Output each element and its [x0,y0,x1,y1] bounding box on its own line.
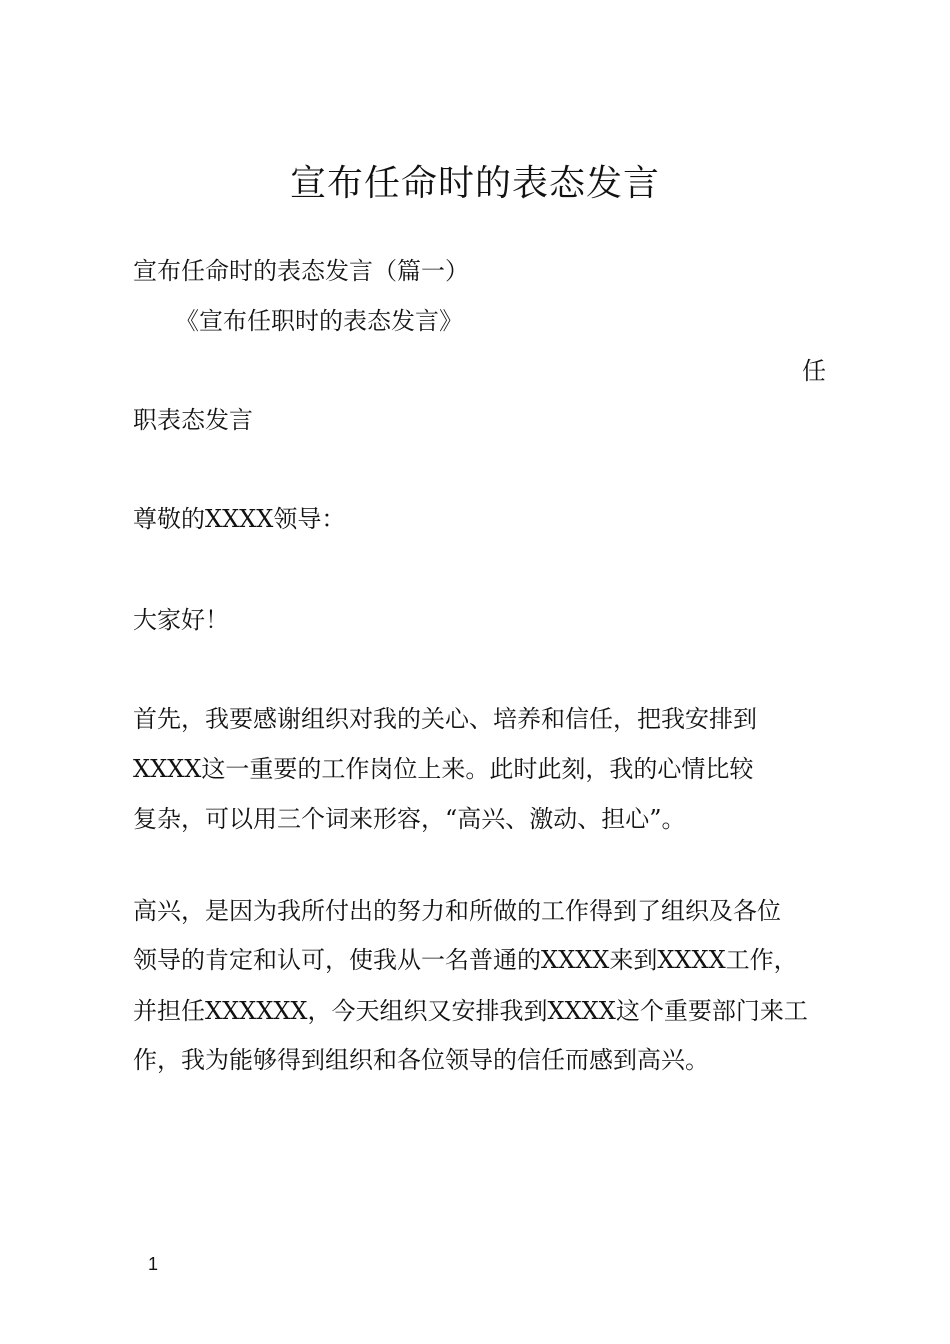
paragraph1-line: 首先，我要感谢组织对我的关心、培养和信任，把我安排到 [133,705,757,733]
document-title: 宣布任命时的表态发言 [289,163,660,204]
book-title: 《宣布任职时的表态发言》 [175,307,463,335]
section-subheading: 宣布任命时的表态发言（篇一） [133,257,469,285]
paragraph2-line: 高兴，是因为我所付出的努力和所做的工作得到了组织及各位 [133,897,781,925]
heading-char-right: 任 [802,357,826,385]
page-number: 1 [148,1254,159,1274]
greeting: 大家好！ [133,606,229,634]
salutation: 尊敬的XXXX领导： [133,505,346,533]
paragraph2-line: 作，我为能够得到组织和各位领导的信任而感到高兴。 [133,1046,709,1074]
paragraph2-line: 并担任XXXXXX，今天组织又安排我到XXXX这个重要部门来工 [133,997,808,1025]
paragraph1-line: XXXX这一重要的工作岗位上来。此时此刻，我的心情比较 [133,755,754,783]
heading-line2: 职表态发言 [133,406,253,434]
paragraph2-line: 领导的肯定和认可，使我从一名普通的XXXX来到XXXX工作， [133,946,798,974]
paragraph1-line: 复杂，可以用三个词来形容，“高兴、激动、担心”。 [133,805,686,833]
